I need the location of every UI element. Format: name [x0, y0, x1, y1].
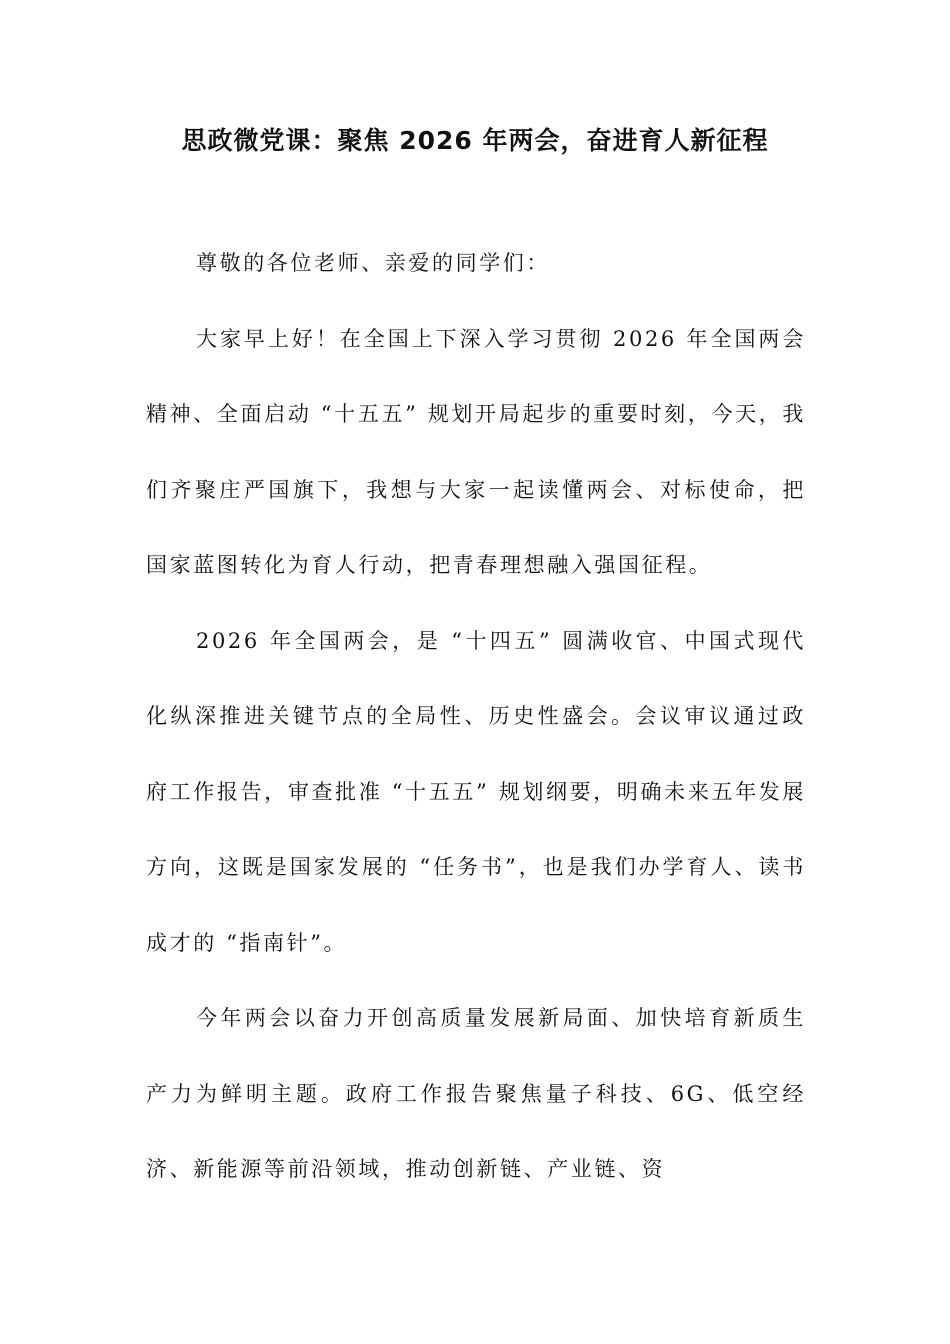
paragraph-two-sessions: 2026 年全国两会，是 “十四五” 圆满收官、中国式现代化纵深推进关键节点的全局性、历史性盛会。会议审议通过政府工作报告，审查批准 “十五五” 规划纲要，明确未来五年发展方向，这既是国家发展的 “任务书”，也是我们办学育人、读书成才的 “指南针”。: [146, 628, 806, 955]
document-body: [146, 226, 806, 1208]
paragraph-greeting: 尊敬的各位老师、亲爱的同学们：: [196, 251, 550, 275]
paragraph-theme: 今年两会以奋力开创高质量发展新局面、加快培育新质生产力为鲜明主题。政府工作报告聚焦量子科技、6G、低空经济、新能源等前沿领域，推动创新链、产业链、资: [146, 1006, 806, 1181]
paragraph-intro: 大家早上好！在全国上下深入学习贯彻 2026 年全国两会精神、全面启动 “十五五” 规划开局起步的重要时刻，今天，我们齐聚庄严国旗下，我想与大家一起读懂两会、对标使命，把国家蓝图转化为育人行动，把青春理想融入强国征程。: [146, 326, 806, 577]
document-title: 思政微党课：聚焦 2026 年两会，奋进育人新征程: [181, 126, 769, 155]
